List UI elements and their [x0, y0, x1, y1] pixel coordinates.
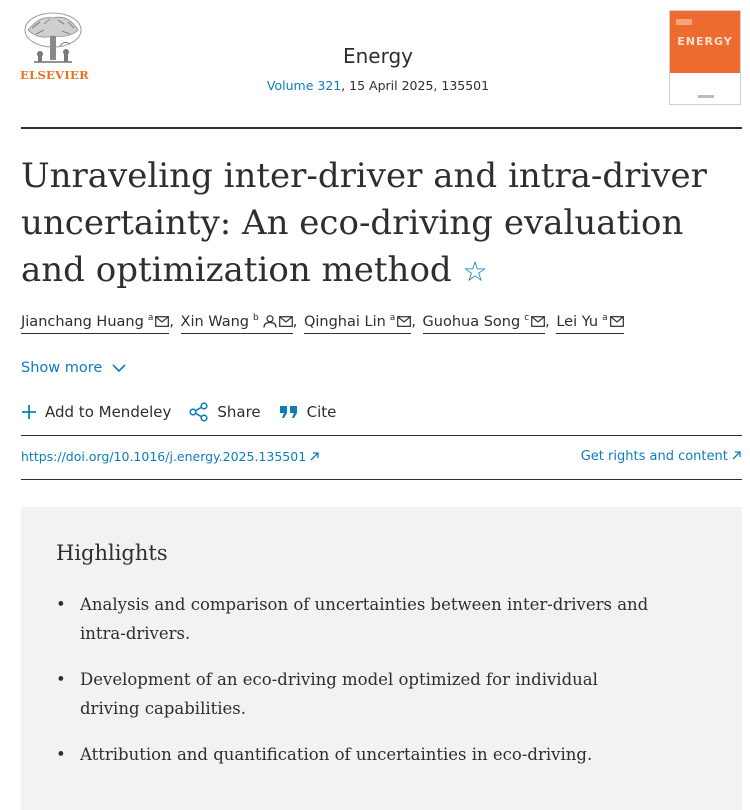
doi-divider	[21, 479, 742, 480]
author-link[interactable]	[181, 314, 293, 334]
highlight-item: • Development of an eco-driving model optimized for individual driving capabilities.	[56, 665, 656, 723]
show-more-button[interactable]	[21, 360, 126, 376]
issue-info	[0, 78, 750, 93]
doi-link[interactable]	[21, 449, 319, 464]
envelope-icon	[531, 316, 545, 327]
show-more-label: Show more	[21, 360, 103, 376]
highlights-section	[21, 507, 742, 810]
share-button[interactable]	[189, 402, 260, 422]
chevron-down-icon	[112, 364, 126, 373]
star-icon[interactable]: ☆	[462, 255, 488, 288]
cover-logo-mark	[676, 19, 692, 25]
rights-link[interactable]	[581, 449, 741, 464]
rights-text: Get rights and content	[580, 449, 728, 464]
author-name: Lei Yu	[556, 314, 599, 330]
author-name: Qinghai Lin	[303, 314, 386, 330]
quote-icon	[279, 404, 299, 420]
mendeley-label: Add to Mendeley	[45, 403, 172, 421]
volume-link[interactable]: Volume 321	[266, 78, 342, 93]
plus-icon	[21, 404, 37, 420]
envelope-icon	[279, 316, 293, 327]
doi-text: https://doi.org/10.1016/j.energy.2025.135501	[21, 449, 307, 464]
author-name: Xin Wang	[180, 314, 249, 330]
external-arrow-icon	[310, 452, 319, 461]
author-list	[21, 313, 741, 330]
envelope-icon	[155, 316, 169, 327]
separator: ,	[292, 314, 302, 330]
highlight-item: • Analysis and comparison of uncertainties between inter-drivers and intra-drivers.	[56, 590, 656, 648]
cite-label: Cite	[306, 403, 337, 421]
journal-cover-thumbnail[interactable]	[669, 10, 741, 105]
cover-footer-mark	[698, 95, 714, 98]
publisher-wordmark: ELSEVIER	[20, 68, 89, 82]
article-title	[21, 153, 741, 295]
highlights-heading: Highlights	[56, 541, 168, 565]
share-icon	[189, 402, 209, 422]
affiliation-mark: a	[602, 313, 608, 323]
affiliation-mark: a	[147, 313, 154, 323]
article-actions	[21, 402, 354, 422]
actions-divider	[21, 435, 742, 436]
separator: ,	[545, 314, 555, 330]
cite-button[interactable]	[279, 402, 337, 422]
journal-title[interactable]	[0, 44, 750, 68]
share-label: Share	[217, 403, 261, 421]
affiliation-mark: a	[389, 313, 396, 323]
separator: ,	[169, 314, 179, 330]
external-arrow-icon	[732, 451, 741, 460]
article-title-text: Unraveling inter-driver and intra-driver uncertainty: An eco-driving evaluation and optimization method	[21, 156, 707, 290]
author-name: Jianchang Huang	[21, 314, 144, 330]
author-link[interactable]	[304, 314, 411, 334]
issue-date-text: , 15 April 2025, 135501	[341, 78, 490, 93]
author-link[interactable]	[21, 314, 169, 334]
journal-header	[0, 0, 750, 128]
add-to-mendeley-button[interactable]	[21, 402, 171, 422]
author-link[interactable]	[556, 314, 623, 334]
affiliation-mark: c	[524, 313, 530, 323]
envelope-icon	[610, 316, 624, 327]
author-name: Guohua Song	[422, 314, 521, 330]
journal-title-text[interactable]: Energy	[342, 44, 414, 68]
envelope-icon	[397, 316, 411, 327]
highlights-list	[56, 590, 656, 786]
author-link[interactable]	[423, 314, 546, 334]
highlight-item: • Attribution and quantification of uncertainties in eco-driving.	[56, 740, 656, 769]
separator: ,	[411, 314, 421, 330]
affiliation-mark: b	[253, 313, 259, 323]
cover-title: ENERGY	[677, 35, 733, 48]
person-icon	[263, 315, 277, 328]
header-divider	[21, 127, 742, 129]
